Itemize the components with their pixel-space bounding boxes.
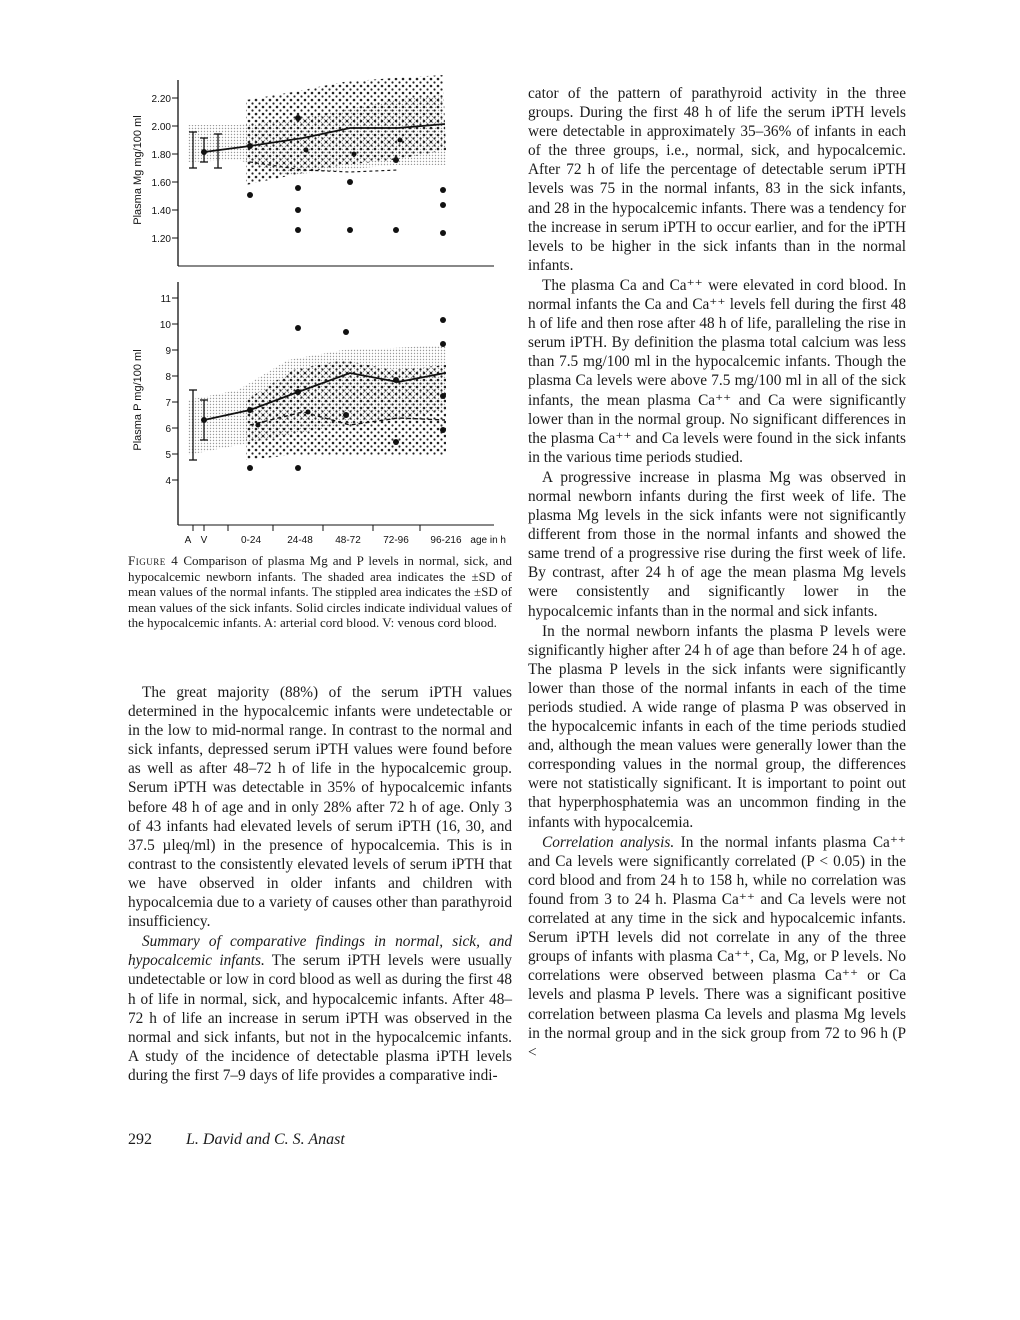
x-tick-label: 96-216 (430, 535, 462, 546)
paragraph-correlation (528, 833, 906, 1062)
caption-text: Comparison of plasma Mg and P levels in normal, sick, and hypocalcemic newborn infants. The shaded area indicates the ±SD of mean values of the normal infants. The stippled area indicates the ±SD of mean values of the sick infants. Solid circles indicate individual values of the hypocalcemic infants. A: arterial cord blood. V: venous cord blood. (128, 553, 513, 630)
p-tick-label: 9 (165, 346, 171, 357)
paragraph: cator of the pattern of parathyroid activity in the three groups. During the first 48 h of life the serum iPTH levels were detectable in approximately 35–36% of infants in each of the three groups, i.e., normal, sick, and hypocalcemic. After 72 h of life the percentage of detectable serum iPTH levels was 75 in the normal infants, 83 in the sick infants, and 28 in the hypocalcemic infants. There was a tendency for the increase in serum iPTH to occur earlier, and for the iPTH levels to be higher in the sick infants than in the normal infants. (528, 85, 906, 274)
x-tick-marks (193, 525, 420, 531)
p-tick-label: 11 (160, 294, 171, 305)
x-tick-label: 24-48 (287, 535, 313, 546)
paragraph: The plasma Ca and Ca⁺⁺ were elevated in cord blood. In normal infants the Ca and Ca⁺⁺ levels fell during the first 48 h of life and then rose after 48 h of life, paralleling the rise in serum iPTH. By definition the plasma total calcium was less than 7.5 mg/100 ml in the hypocalcemic infants. Though the plasma Ca levels were above 7.5 mg/100 ml in all of the sick infants, the mean plasma Ca⁺⁺ and Ca were significantly lower than in the normal group. No significant differences in the plasma Ca⁺⁺ and Ca levels were found in the sick infants in the various time periods studied. (528, 276, 906, 466)
mg-panel (132, 75, 494, 266)
p-tick-label: 5 (165, 450, 171, 461)
paragraph-text: The serum iPTH levels were usually undetectable or low in cord blood as well as during the first 48 h of life in normal, sick, and hypocalcemic infants. After 48–72 h of life an increase in serum iPTH was observed in the normal and sick infants, but not in the hypocalcemic infants. A study of the incidence of detectable plasma iPTH levels during the first 7–9 days of life provides a comparative indi- (128, 952, 512, 1084)
running-authors: L. David and C. S. Anast (186, 1131, 345, 1148)
paragraph-summary (128, 932, 512, 1085)
caption-lead: Figure 4 (128, 553, 179, 568)
mg-tick-label: 1.40 (151, 206, 171, 217)
mg-tick-label: 2.00 (151, 122, 171, 133)
x-tick-label: 72-96 (383, 535, 409, 546)
figure-4-svg (128, 70, 508, 550)
page-footer (128, 1131, 528, 1149)
x-tick-labels (185, 535, 506, 546)
p-tick-label: 8 (165, 372, 171, 383)
p-tick-label: 7 (165, 398, 171, 409)
right-column (528, 84, 906, 1062)
figure-caption (128, 553, 512, 631)
p-y-ticks (160, 294, 178, 487)
x-tick-label: 0-24 (240, 535, 262, 546)
p-axis-title: Plasma P mg/100 ml (132, 349, 144, 451)
p-tick-label: 4 (165, 476, 171, 487)
paragraph-text: In the normal infants plasma Ca⁺⁺ and Ca levels were significantly correlated (P < 0.05) in the cord blood and from 24 h to 158 h, while no correlation was found from 3 to 24 h. Plasma Ca⁺⁺ and Ca levels were not correlated at any time in the sick and hypocalcemic infants. Serum iPTH levels did not correlate in any of the three groups of infants with plasma Ca⁺⁺, Ca, Mg, or P levels. No correlations were observed between plasma Ca⁺⁺ or Ca levels and plasma P levels. There was a significant positive correlation between plasma Ca levels and plasma Mg levels in the normal group and in the sick group from 72 to 96 h (P < (528, 833, 906, 1061)
p-tick-label: 6 (165, 424, 171, 435)
mg-axis-title: Plasma Mg mg/100 ml (132, 115, 144, 225)
x-tick-label: V (200, 535, 208, 546)
x-axis-unit: age in h (470, 535, 506, 546)
mg-tick-label: 2.20 (151, 94, 171, 105)
mg-tick-label: 1.20 (151, 234, 171, 245)
paragraph: In the normal newborn infants the plasma P levels were significantly higher after 24 h of age than before 24 h of age. The plasma P levels in the sick infants were significantly lower than those of the normal infants in each of the time periods studied. A wide range of plasma P was observed in the hypocalcemic infants in each of the time periods studied and, although the mean values were generally lower than the corresponding values in the normal group, the differences were not statistically significant. It is important to point out that hyperphosphatemia was an uncommon finding in the infants with hypocalcemia. (528, 622, 906, 831)
mg-y-ticks (152, 94, 178, 245)
p-panel (132, 282, 506, 546)
section-heading: Correlation analysis. (542, 833, 675, 851)
left-column (128, 683, 512, 1085)
page-number: 292 (128, 1131, 152, 1148)
mg-tick-label: 1.80 (151, 150, 171, 161)
p-tick-label: 10 (159, 320, 171, 331)
section-heading: Summary of comparative findings in normal, sick, and hypocalcemic infants. (128, 933, 512, 970)
mg-tick-label: 1.60 (151, 178, 171, 189)
paragraph: A progressive increase in plasma Mg was observed in normal newborn infants during the first week of life. The plasma Mg levels in the sick infants were not significantly different from those in the normal infants and showed the same trend of a progressive rise during the first week of life. By contrast, after 24 h of age the mean plasma Mg levels were consistently and significantly lower in the hypocalcemic infants than in the normal and sick infants. (528, 468, 906, 620)
x-tick-label: 48-72 (335, 535, 361, 546)
paragraph: The great majority (88%) of the serum iPTH values determined in the hypocalcemic infants were undetectable or in the low to mid-normal range. In contrast to the normal and sick infants, depressed serum iPTH values were found before as well as after 48–72 h of life in the hypocalcemic group. Serum iPTH was detectable in 35% of hypocalcemic infants before 48 h of age and in only 28% after 72 h of age. Only 3 of 43 infants had elevated levels of serum iPTH (16, 30, and 37.5 µleq/ml) in the presence of hypocalcemia. This is in contrast to the consistently elevated levels of serum iPTH that we have observed in older infants and children with hypocalcemia due to a variety of causes other than parathyroid insufficiency. (128, 684, 512, 931)
x-tick-label: A (184, 535, 192, 546)
figure-4 (128, 70, 508, 550)
